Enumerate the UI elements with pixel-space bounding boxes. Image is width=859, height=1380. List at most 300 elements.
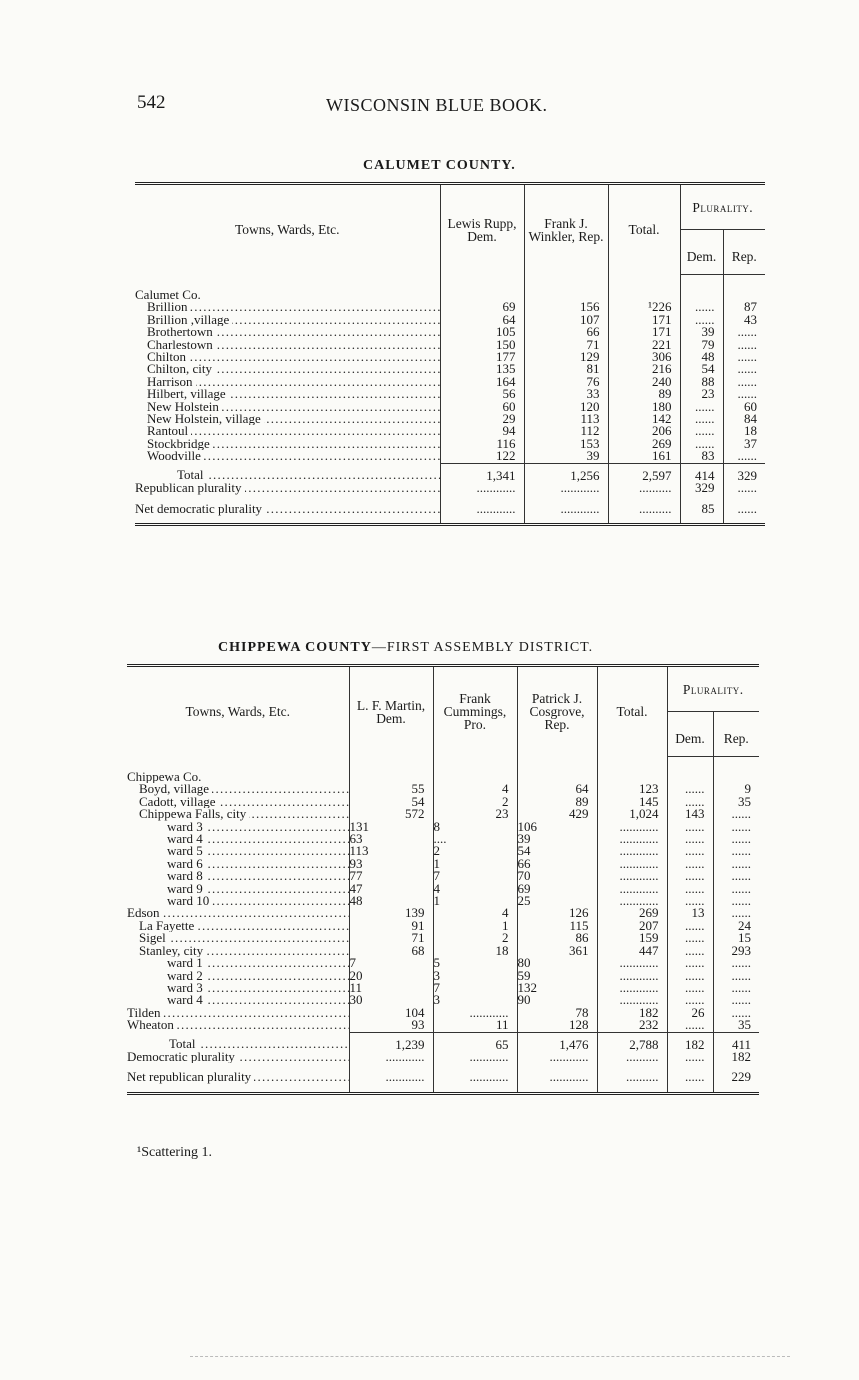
cell-dem: 39 xyxy=(680,326,723,338)
row-label: ward 9 xyxy=(167,883,206,895)
cell-rep: ...... xyxy=(713,907,759,919)
cell-dem: ...... xyxy=(680,401,723,413)
row-label: Rantoul xyxy=(147,425,191,437)
cell-rep: ...... xyxy=(723,339,765,351)
row-label: Brillion ,village xyxy=(147,314,232,326)
row-name xyxy=(127,994,349,1006)
row-label: Chippewa Co. xyxy=(127,771,204,783)
cell-c2: 120 xyxy=(524,401,608,413)
cell-c1: 93 xyxy=(349,858,433,870)
cell-total: ............ xyxy=(597,845,667,857)
cell-c2: 129 xyxy=(524,351,608,363)
cell-rep: 35 xyxy=(713,796,759,808)
cell-total: ............ xyxy=(597,870,667,882)
cell-dem: 83 xyxy=(680,450,723,463)
cell-c2: 7 xyxy=(433,982,517,994)
table-row xyxy=(127,783,759,795)
cell-rep: ...... xyxy=(713,821,759,833)
header-rupp: Lewis Rupp, Dem. xyxy=(440,184,524,275)
table-row xyxy=(127,883,759,895)
cell-dem: ...... xyxy=(667,957,713,969)
table-row xyxy=(127,932,759,944)
table-row xyxy=(127,833,759,845)
cell-rep: 15 xyxy=(713,932,759,944)
row-label: Woodville xyxy=(147,450,204,463)
cell-dem: 79 xyxy=(680,339,723,351)
cell-c3: 115 xyxy=(517,920,597,932)
cell-total: 145 xyxy=(597,796,667,808)
header-total: Total. xyxy=(597,666,667,757)
row-name xyxy=(127,821,349,833)
plurality-c1: ............ xyxy=(440,482,524,494)
cell-rep: ...... xyxy=(723,326,765,338)
row-label: Tilden xyxy=(127,1007,163,1019)
row-name xyxy=(135,339,440,351)
table-row xyxy=(135,450,765,463)
cell-rep: 84 xyxy=(723,413,765,425)
cell-c3: 106 xyxy=(517,821,597,833)
chippewa-title-bold: CHIPPEWA COUNTY xyxy=(218,640,372,655)
header-dem: Dem. xyxy=(667,712,713,757)
row-label: ward 4 xyxy=(167,833,206,845)
cell-dem: ...... xyxy=(667,1019,713,1032)
cell-total: 161 xyxy=(608,450,680,463)
cell-c1: 572 xyxy=(349,808,433,820)
plurality-c1: ............ xyxy=(349,1051,433,1063)
row-name xyxy=(127,1019,349,1032)
cell-c2: 2 xyxy=(433,845,517,857)
cell-rep: ...... xyxy=(723,363,765,375)
cell-c1: 177 xyxy=(440,351,524,363)
cell-c2: 1 xyxy=(433,920,517,932)
spacer-row xyxy=(127,757,759,772)
row-label: ward 4 xyxy=(167,994,206,1006)
row-name xyxy=(135,425,440,437)
row-label: ward 1 xyxy=(167,957,206,969)
cell-dem: ...... xyxy=(680,438,723,450)
plurality-dem: ...... xyxy=(667,1051,713,1063)
row-label: Hilbert, village xyxy=(147,388,229,400)
spacer-cell xyxy=(608,275,680,290)
cell-rep: ...... xyxy=(723,351,765,363)
net-rep: ...... xyxy=(723,503,765,525)
table-row xyxy=(127,970,759,982)
spacer-cell xyxy=(127,1063,349,1071)
table-row xyxy=(127,845,759,857)
page-number: 542 xyxy=(137,92,166,113)
page-title: WISCONSIN BLUE BOOK. xyxy=(326,95,548,115)
cell-c3: 89 xyxy=(517,796,597,808)
table-row xyxy=(127,796,759,808)
footnote: ¹Scattering 1. xyxy=(137,1145,212,1160)
row-label: Calumet Co. xyxy=(135,289,204,301)
row-label: Total xyxy=(169,1036,199,1051)
cell-rep: ...... xyxy=(713,858,759,870)
cell-total: ............ xyxy=(597,833,667,845)
net-plurality-row xyxy=(135,503,765,525)
cell-dem: 54 xyxy=(680,363,723,375)
cell-c3: 70 xyxy=(517,870,597,882)
row-label: ward 3 xyxy=(167,821,206,833)
spacer-row xyxy=(135,275,765,290)
cell-c1: 135 xyxy=(440,363,524,375)
cell-total: 159 xyxy=(597,932,667,944)
cell-c2: 2 xyxy=(433,796,517,808)
row-name xyxy=(135,326,440,338)
cell-dem: 143 xyxy=(667,808,713,820)
row-name xyxy=(127,907,349,919)
header-towns: Towns, Wards, Etc. xyxy=(135,184,440,275)
net-dem: ...... xyxy=(667,1071,713,1093)
cell-c3: 78 xyxy=(517,1007,597,1019)
row-name xyxy=(135,503,440,525)
row-name xyxy=(135,289,440,301)
row-label: New Holstein xyxy=(147,401,222,413)
cell-dem: ...... xyxy=(667,970,713,982)
cell-rep: ...... xyxy=(713,845,759,857)
cell-c2: 11 xyxy=(433,1019,517,1032)
cell-rep: 60 xyxy=(723,401,765,413)
row-label: Total xyxy=(177,467,207,482)
cell-total: 306 xyxy=(608,351,680,363)
cell-c2: 23 xyxy=(433,808,517,820)
cell-dem: ...... xyxy=(667,783,713,795)
table-row xyxy=(127,994,759,1006)
cell-c1: 105 xyxy=(440,326,524,338)
row-label: Net democratic plurality xyxy=(135,503,265,516)
cell-c3: 90 xyxy=(517,994,597,1006)
row-name xyxy=(127,771,349,783)
cell-c1: 7 xyxy=(349,957,433,969)
row-label: Harrison xyxy=(147,376,196,388)
cell-total: ............ xyxy=(597,858,667,870)
row-name xyxy=(127,833,349,845)
row-label: Chilton, city xyxy=(147,363,215,375)
cell-c1: 56 xyxy=(440,388,524,400)
cell-c2: ............ xyxy=(433,1007,517,1019)
cell-total: 180 xyxy=(608,401,680,413)
plurality-row xyxy=(127,1051,759,1063)
net-c1: ............ xyxy=(440,503,524,525)
cell-rep: 87 xyxy=(723,301,765,313)
header-cosgrove: Patrick J. Cosgrove, Rep. xyxy=(517,666,597,757)
cell-c1: 54 xyxy=(349,796,433,808)
cell-rep: ...... xyxy=(713,808,759,820)
cell-c1: 164 xyxy=(440,376,524,388)
row-label: Stanley, city xyxy=(139,945,206,957)
cell-c1: 20 xyxy=(349,970,433,982)
row-name xyxy=(127,895,349,907)
cell-total: 221 xyxy=(608,339,680,351)
table-row xyxy=(127,945,759,957)
cell-total: 269 xyxy=(597,907,667,919)
cell-rep: ...... xyxy=(713,870,759,882)
cell-c1: 63 xyxy=(349,833,433,845)
row-label: Net republican plurality xyxy=(127,1071,254,1084)
row-name xyxy=(127,945,349,957)
row-name xyxy=(135,314,440,326)
row-name xyxy=(127,783,349,795)
cell-c2: 112 xyxy=(524,425,608,437)
cell-rep: ...... xyxy=(723,388,765,400)
cell-total: 207 xyxy=(597,920,667,932)
row-name xyxy=(127,1007,349,1019)
row-name xyxy=(127,970,349,982)
cell-c1: 60 xyxy=(440,401,524,413)
table-row xyxy=(127,982,759,994)
row-name xyxy=(127,845,349,857)
cell-rep: ...... xyxy=(723,376,765,388)
cell-rep: 9 xyxy=(713,783,759,795)
cell-c3: 64 xyxy=(517,783,597,795)
row-name xyxy=(135,450,440,463)
cell-c1: 150 xyxy=(440,339,524,351)
plurality-rep: ...... xyxy=(723,482,765,494)
cell-rep: ...... xyxy=(713,957,759,969)
cell-c3: 25 xyxy=(517,895,597,907)
cell-c1: 122 xyxy=(440,450,524,463)
row-name xyxy=(135,482,440,494)
table-row xyxy=(127,1007,759,1019)
cell-dem: 26 xyxy=(667,1007,713,1019)
row-label: Sigel xyxy=(139,932,169,944)
cell-c2: 7 xyxy=(433,870,517,882)
cell-dem: 88 xyxy=(680,376,723,388)
header-rep: Rep. xyxy=(723,230,765,275)
cell-dem: ...... xyxy=(667,833,713,845)
row-name xyxy=(135,376,440,388)
net-c1: ............ xyxy=(349,1071,433,1093)
cell-c2: 107 xyxy=(524,314,608,326)
cell-c1: 113 xyxy=(349,845,433,857)
table-row xyxy=(127,907,759,919)
cell-total: ............ xyxy=(597,895,667,907)
spacer-cell xyxy=(135,275,440,290)
cell-total: 232 xyxy=(597,1019,667,1032)
cell-dem: ...... xyxy=(667,821,713,833)
row-name xyxy=(127,796,349,808)
row-label: La Fayette xyxy=(139,920,197,932)
row-name xyxy=(127,808,349,820)
cell-total: 123 xyxy=(597,783,667,795)
header-dem: Dem. xyxy=(680,230,723,275)
row-name xyxy=(127,870,349,882)
row-name xyxy=(127,858,349,870)
spacer-row xyxy=(127,1063,759,1071)
cell-total: 206 xyxy=(608,425,680,437)
cell-dem: 13 xyxy=(667,907,713,919)
cell-c1: 93 xyxy=(349,1019,433,1032)
row-name xyxy=(135,363,440,375)
row-name xyxy=(135,463,440,482)
row-label: ward 2 xyxy=(167,970,206,982)
plurality-total: .......... xyxy=(608,482,680,494)
cell-c2: .... xyxy=(433,833,517,845)
row-label: Edson xyxy=(127,907,163,919)
cell-rep: 293 xyxy=(713,945,759,957)
cell-c2: 4 xyxy=(433,907,517,919)
cell-rep: ...... xyxy=(713,982,759,994)
net-dem: 85 xyxy=(680,503,723,525)
calumet-county-table xyxy=(135,182,765,526)
cell-rep: ...... xyxy=(723,450,765,463)
row-name xyxy=(127,920,349,932)
cell-c2: 1 xyxy=(433,858,517,870)
total-c3: 1,476 xyxy=(517,1032,597,1051)
spacer-cell xyxy=(680,275,723,290)
plurality-total: .......... xyxy=(597,1051,667,1063)
row-name xyxy=(135,388,440,400)
cell-total: ............ xyxy=(597,970,667,982)
cell-rep: ...... xyxy=(713,994,759,1006)
cell-rep: 35 xyxy=(713,1019,759,1032)
cell-c3: 39 xyxy=(517,833,597,845)
plurality-rep: 182 xyxy=(713,1051,759,1063)
spacer-cell xyxy=(597,757,667,772)
cell-c2: 113 xyxy=(524,413,608,425)
cell-c1: 131 xyxy=(349,821,433,833)
total-row xyxy=(127,1032,759,1051)
row-name xyxy=(135,401,440,413)
county-row xyxy=(127,771,759,783)
net-rep: 229 xyxy=(713,1071,759,1093)
cell-rep: 18 xyxy=(723,425,765,437)
row-name xyxy=(127,957,349,969)
chippewa-title-rest: —FIRST ASSEMBLY DISTRICT. xyxy=(371,640,594,655)
row-name xyxy=(135,351,440,363)
spacer-cell xyxy=(127,757,349,772)
plurality-dem: 329 xyxy=(680,482,723,494)
cell-c1: 64 xyxy=(440,314,524,326)
cell-rep: 43 xyxy=(723,314,765,326)
net-c3: ............ xyxy=(517,1071,597,1093)
row-label: Cadott, village xyxy=(139,796,219,808)
total-rep: 329 xyxy=(723,463,765,482)
cell-total: 1,024 xyxy=(597,808,667,820)
cell-total: 182 xyxy=(597,1007,667,1019)
chippewa-county-table xyxy=(127,664,759,1095)
cell-rep: ...... xyxy=(713,1007,759,1019)
row-label: Chilton xyxy=(147,351,189,363)
cell-dem: 23 xyxy=(680,388,723,400)
row-name xyxy=(135,301,440,313)
net-total: .......... xyxy=(597,1071,667,1093)
total-dem: 414 xyxy=(680,463,723,482)
cell-c1: 47 xyxy=(349,883,433,895)
cell-c3: 429 xyxy=(517,808,597,820)
cell-dem: ...... xyxy=(667,883,713,895)
cell-dem: ...... xyxy=(667,945,713,957)
table-row xyxy=(127,895,759,907)
cell-c1: 55 xyxy=(349,783,433,795)
row-label: Charlestown xyxy=(147,339,216,351)
scan-artifact-line xyxy=(190,1356,790,1357)
total-total: 2,597 xyxy=(608,463,680,482)
row-name xyxy=(127,1071,349,1093)
cell-c3: 59 xyxy=(517,970,597,982)
spacer-cell xyxy=(723,275,765,290)
row-label: Stockbridge xyxy=(147,438,213,450)
plurality-c2: ............ xyxy=(524,482,608,494)
cell-c2: 18 xyxy=(433,945,517,957)
cell-dem: ...... xyxy=(680,314,723,326)
cell-total: 142 xyxy=(608,413,680,425)
cell-c2: 4 xyxy=(433,783,517,795)
cell-c2: 3 xyxy=(433,970,517,982)
cell-c1: 94 xyxy=(440,425,524,437)
header-total: Total. xyxy=(608,184,680,275)
net-plurality-row xyxy=(127,1071,759,1093)
row-label: Brillion xyxy=(147,301,190,313)
row-name xyxy=(127,932,349,944)
cell-c3: 69 xyxy=(517,883,597,895)
cell-total: 171 xyxy=(608,326,680,338)
cell-c2: 8 xyxy=(433,821,517,833)
cell-c2: 3 xyxy=(433,994,517,1006)
table-row xyxy=(127,808,759,820)
cell-total: ............ xyxy=(597,994,667,1006)
spacer-cell xyxy=(667,757,713,772)
row-label: ward 10 xyxy=(167,895,212,907)
cell-c3: 128 xyxy=(517,1019,597,1032)
cell-dem: ...... xyxy=(680,425,723,437)
cell-c2: 66 xyxy=(524,326,608,338)
row-label: ward 6 xyxy=(167,858,206,870)
cell-dem: ...... xyxy=(680,301,723,313)
cell-c2: 153 xyxy=(524,438,608,450)
cell-c3: 54 xyxy=(517,845,597,857)
cell-total: 269 xyxy=(608,438,680,450)
spacer-cell xyxy=(135,495,440,503)
cell-total: ............ xyxy=(597,982,667,994)
cell-total: 216 xyxy=(608,363,680,375)
table-row xyxy=(127,957,759,969)
cell-c1: 68 xyxy=(349,945,433,957)
total-c1: 1,341 xyxy=(440,463,524,482)
net-c2: ............ xyxy=(524,503,608,525)
cell-rep: 24 xyxy=(713,920,759,932)
cell-c2: 76 xyxy=(524,376,608,388)
header-rep: Rep. xyxy=(713,712,759,757)
empty-cell xyxy=(713,771,759,783)
table-row xyxy=(127,870,759,882)
cell-c2: 2 xyxy=(433,932,517,944)
cell-dem: ...... xyxy=(667,994,713,1006)
plurality-row xyxy=(135,482,765,494)
cell-rep: ...... xyxy=(713,895,759,907)
spacer-cell xyxy=(440,275,524,290)
total-rep: 411 xyxy=(713,1032,759,1051)
row-label: Wheaton xyxy=(127,1019,177,1032)
cell-rep: ...... xyxy=(713,970,759,982)
header-plurality: Plurality. xyxy=(667,666,759,712)
total-c2: 65 xyxy=(433,1032,517,1051)
cell-rep: ...... xyxy=(713,833,759,845)
row-name xyxy=(135,413,440,425)
cell-c1: 69 xyxy=(440,301,524,313)
cell-c1: 29 xyxy=(440,413,524,425)
cell-dem: 48 xyxy=(680,351,723,363)
cell-total: 89 xyxy=(608,388,680,400)
cell-dem: ...... xyxy=(667,920,713,932)
cell-c2: 33 xyxy=(524,388,608,400)
cell-rep: ...... xyxy=(713,883,759,895)
header-plurality: Plurality. xyxy=(680,184,765,230)
cell-c1: 104 xyxy=(349,1007,433,1019)
cell-total: ¹226 xyxy=(608,301,680,313)
row-name xyxy=(127,883,349,895)
plurality-c3: ............ xyxy=(517,1051,597,1063)
